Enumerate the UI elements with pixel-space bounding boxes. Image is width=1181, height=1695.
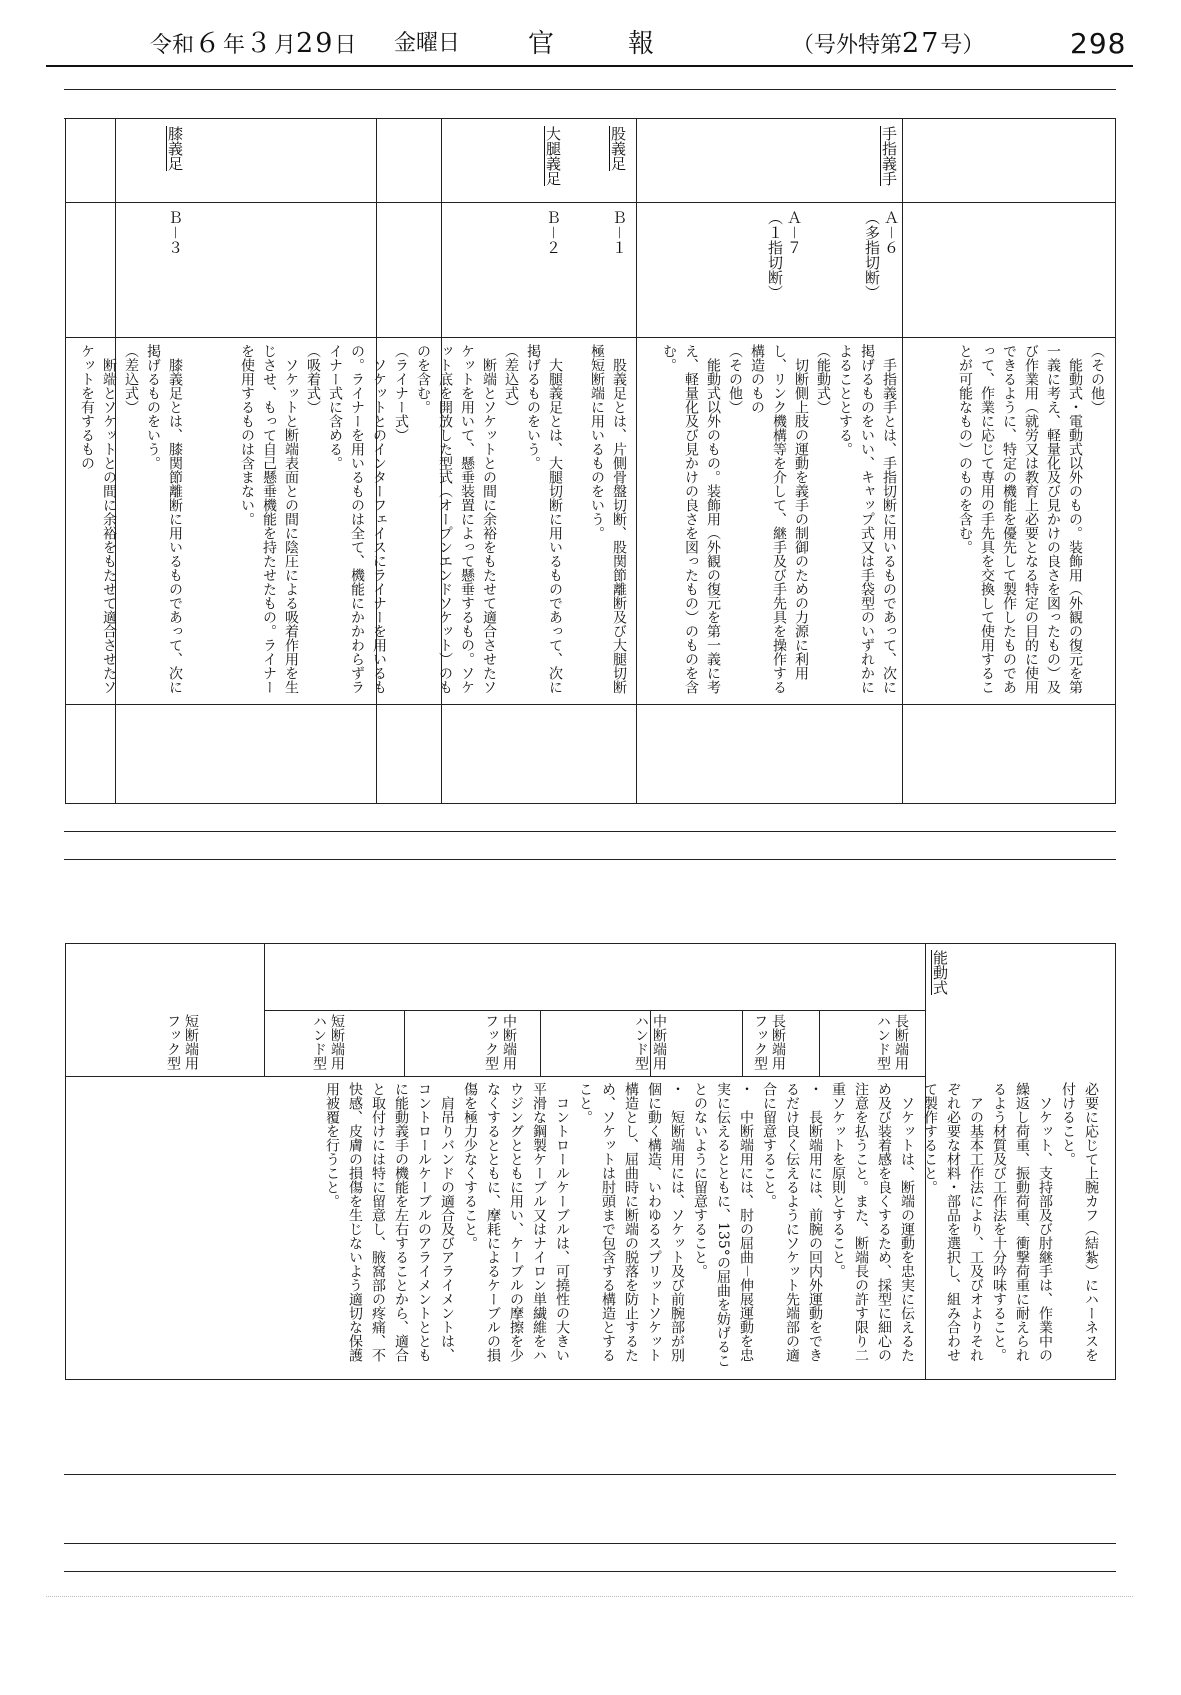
era-label: 令和 [150, 33, 195, 58]
rule [64, 89, 1116, 90]
cell [116, 119, 377, 203]
rule [64, 1474, 1116, 1475]
label-hip: 股義足 [609, 126, 627, 171]
year-label: 年 [223, 33, 246, 58]
label-thigh: 大腿義足 [544, 126, 562, 186]
label-short-hand: 短断端用ハンド型 [311, 1014, 345, 1070]
code-b2: Ｂ－２ [544, 210, 562, 256]
issue-open: （号外特第 [792, 33, 903, 58]
cell [116, 705, 377, 804]
label-mid-hook: 中断端用フック型 [483, 1014, 517, 1070]
issue-number: 27 [902, 28, 941, 59]
day-number: 29 [296, 28, 335, 59]
code-a7: Ａ－７ （１指切断） [766, 210, 803, 300]
cell [404, 1011, 541, 1077]
code-b1: Ｂ－１ [610, 210, 628, 256]
label-knee: 膝義足 [166, 126, 184, 171]
text-active-type: 必要に応じて上腕カフ（結紮）にハーネスを付けること。 ソケット、支持部及び肘継手は、作業中の繰返し荷重、振動荷重、衝撃荷重に耐えられるよう材質及び工作法を十分吟味すること。 アの基本工作法により、工及びオよりそれぞれ必要な材料・部品を選択し、組み合わせて製作すること。 ソケットは、断端の運動を忠実に伝えるため及び装着感を良くするため、採型に細心の注意を払うこと。また、断端長の許す限り二重ソケットを原則とすること。 ・ 長断端用には、前腕の回内外運動をできるだけ良く伝えるようにソケット先端部の適合に留意すること。 ・ 中断端用には、肘の屈曲－伸展運動を忠実に伝えるとともに、135°の屈曲を妨げることのないように留意すること。 ・ 短断端用には、ソケット及び前腕部が別個に動く構造、いわゆるスプリットソケット構造とし、屈曲時に断端の脱落を防止するため、ソケットは肘頭まで包含する構造とすること。 コントロールケーブルは、可撓性の大きい平滑な鋼製ケーブル又はナイロン単繊維をハウジングとともに用い、ケーブルの摩擦を少なくするとともに、摩耗によるケーブルの損傷を極力少なくすること。 肩吊りバンドの適合及びアライメントは、コントロールケーブルのアライメントとともに能動義手の機能を左右することから、適合と取付けには特に留意し、腋窩部の疼痛、不快感、皮膚の損傷を生じないよう適切な保護用被覆を行うこと。 [324, 1082, 1099, 1368]
header-date [150, 26, 356, 64]
header-weekday: 金曜日 [394, 31, 461, 56]
cell [265, 944, 926, 1011]
cell [442, 705, 637, 804]
label-hand-finger: 手指義手 [880, 126, 898, 186]
rule [64, 1571, 1116, 1572]
month-number: ３ [245, 28, 275, 59]
header-rule [46, 65, 1133, 67]
label-short-hook: 短断端用フック型 [165, 1014, 199, 1070]
issue-label [792, 26, 984, 64]
cell [116, 203, 377, 338]
label-active-type: 能動式 [931, 950, 949, 995]
issue-close: 号） [940, 33, 985, 58]
year-number: ６ [194, 28, 224, 59]
code-b3: Ｂ－３ [166, 210, 184, 256]
cell [637, 705, 903, 804]
cell [377, 119, 442, 203]
cell [903, 119, 1116, 203]
text-other-electric: （その他） 能動式・電動式以外のもの。装飾用（外観の復元を第一義に考え、軽量化及び見かけの良さを図ったもの）及び作業用（就労又は教育上必要となる特定の目的に使用できるように、特定の機能を優先して製作したものであって、作業に応じて専用の手先具を交換して使用することが可能なもの）のものを含む。 [957, 344, 1105, 694]
text-hand-finger: 手指義手とは、手指切断に用いるものであって、次に掲げるものをいい、キャップ式又は手袋型のいずれかによることとする。 （能動式） 切断側上肢の運動を義手の制御のための力源に利用し、リンク機構等を介して、継手及び手先具を操作する構造のもの （その他） 能動式以外のもの。装飾用（外観の復元を第一義に考え、軽量化及び見かけの良さを図ったもの）のものを含む。 [661, 344, 897, 694]
rule [64, 831, 1116, 832]
rule [64, 859, 1116, 860]
text-hip: 股義足とは、片側骨盤切断、股関節離断及び大腿切断極短断端に用いるものをいう。 [589, 344, 627, 694]
page-number: 298 [1070, 27, 1127, 60]
rule [64, 1543, 1116, 1544]
gazette-title-2: 報 [628, 29, 655, 59]
cell [903, 705, 1116, 804]
code-a6: Ａ－６ （多指切断） [863, 210, 900, 300]
label-mid-hand: 中断端用ハンド型 [633, 1014, 667, 1070]
label-long-hand: 長断端用ハンド型 [875, 1014, 909, 1070]
text-knee: 膝義足とは、膝関節離断に用いるものであって、次に掲げるものをいう。 （差込式） 断端とソケットとの間に余裕をもたせて適合させたソケットを有するもの [79, 344, 183, 694]
cell [66, 203, 116, 338]
cell [377, 705, 442, 804]
text-thigh: 大腿義足とは、大腿切断に用いるものであって、次に掲げるものをいう。 （差込式） 断端とソケットとの間に余裕をもたせて適合させたソケットを用いて、懸垂装置によって懸垂するもの。ソケット底を開放した型式（オープンエンドソケット）のものを含む。 （ライナー式） ソケットとのインターフェイスにライナーを用いるもの。ライナーを用いるものは全て、機能にかかわらずライナー式に含める。 （吸着式） ソケットと断端表面との間に陰圧による吸着作用を生じさせ、もって自己懸垂機能を持たせたもの。ライナーを使用するものは含まない。 [239, 344, 563, 694]
month-label: 月 [274, 33, 297, 58]
cell [637, 119, 903, 203]
cell [66, 119, 116, 203]
cell [66, 705, 116, 804]
label-long-hook: 長断端用フック型 [752, 1014, 786, 1070]
footer-rule [46, 1596, 1133, 1597]
cell [377, 203, 442, 338]
cell [903, 203, 1116, 338]
day-label: 日 [334, 33, 357, 58]
gazette-title-1: 官 [528, 29, 555, 59]
